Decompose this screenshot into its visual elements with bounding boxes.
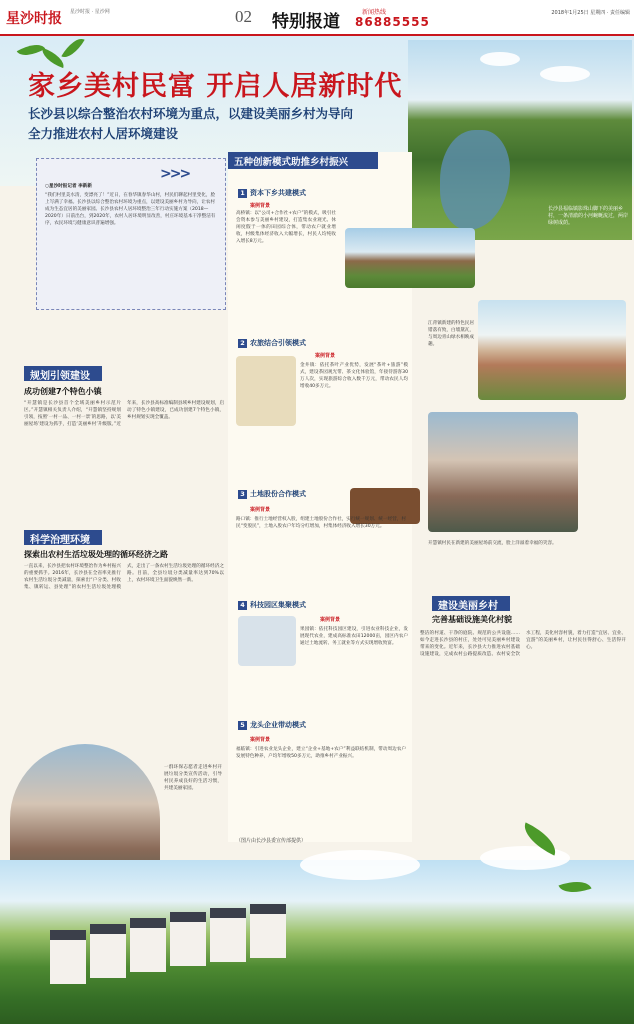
section-text-environment: 一直以来，长沙县把农村环境整治作为乡村振兴的重要抓手。2016年，长沙县在全省率先推行农村生活垃圾分类减量，探索出“户分类、村收集、镇转运、县处理”的农村生活垃圾处理模式，走出了一条农村生活垃圾处理的循环经济之路。目前，全县垃圾分类减量率达到70%以上，农村环境卫生面貌焕然一新。 [24,564,224,590]
cloud-shape [540,66,590,82]
page-section-title: 特别报道 [272,12,340,32]
model-3-text: 路口镇：推行土地经营权入股，组建土地股份合作社，实行统一规划、统一经营，村民“变股民”，土地入股农户年均分红增加，村集体经济收入增长30万元。 [236,517,406,529]
model-2-illustration [236,356,296,426]
villagers-photo-caption: 开慧镇村民在新建的美丽屋场前交流，脸上洋溢着幸福的笑容。 [428,541,557,546]
hotline-label: 新闻热线 [362,9,387,16]
model-1-heading [238,188,306,199]
model-4-text: 果园镇：依托科技园区建设，引进农业科技企业，发展现代农业，建成高标准农田12000亩，园区内农户通过土地流转、务工就业等方式实现增收致富。 [300,627,408,646]
house-shape [210,908,246,962]
model-3-number: 3 [238,490,247,499]
model-4-number: 4 [238,601,247,610]
model-4-illustration [238,616,296,666]
intro-box [36,158,226,310]
model-5-heading [238,720,306,731]
cloud-shape [300,850,420,880]
model-4-tag: 案例背景 [320,617,341,623]
model-5-text: 福临镇：引进农业龙头企业，建立“企业+基地+农户”利益联结机制，带动周边农户发展特色种养，户均年增收50多万元，助推乡村产业振兴。 [236,747,406,759]
section-text-beautiful-village: 整洁的村道、干净的庭院、规范的公共设施……如今走进长沙县的村庄，处处可见美丽乡村建设带来的变化。近年来，长沙县大力推进农村基础设施建设，完成农村公路提质改造、农村安全饮水工程，美化村容村貌，着力打造“宜居、宜业、宜游”的美丽乡村，让村民住得舒心、生活得开心。 [420,631,626,657]
model-4-heading [238,600,306,611]
model-3-heading [238,489,306,500]
section-subtitle-environment: 探索出农村生活垃圾处理的循环经济之路 [24,550,168,559]
river-photo-caption: 长沙县福临镇影珠山脚下的美丽乡村，一条清澈的小河蜿蜒流过，两岸绿树成荫。 [548,206,629,226]
model-2-number: 2 [238,339,247,348]
section-subtitle-beautiful-village: 完善基础设施美化村貌 [432,615,512,624]
model-1-tag: 案例背景 [250,203,271,209]
main-headline: 家乡美村民富 开启人居新时代 [28,71,403,102]
model-1-illustration [345,228,475,288]
model-1-title: 资本下乡共建模式 [250,189,306,197]
model-5-number: 5 [238,721,247,730]
chevron-right-icon: >>> [160,166,190,182]
village-houses [50,900,310,990]
model-3-title: 土地股份合作模式 [250,490,306,498]
model-4-title: 科技园区集聚模式 [250,601,306,609]
house-shape [50,930,86,984]
model-1-text: 高桥镇：以“公司+合作社+农户”的模式，吸引社会资本参与美丽乡村建设，打造集农业观光、休闲度假于一体的田园综合体，带动农户就业增收，村级集体经济收入大幅增长，村民人均纯收入增长8万元。 [236,211,336,244]
model-2-title: 农旅结合引领模式 [250,339,306,347]
hotline-number: 86885555 [355,15,430,29]
photo-credit: （图片由长沙县委宣传部提供） [236,838,307,844]
model-2-text: 金井镇：依托茶叶产业优势，发展“茶叶+旅游”模式，建设茶园观光带、茶文化体验馆，年接待游客30万人次，实现旅游综合收入数千万元，带动农民人均增收40多万元。 [300,363,408,389]
cloud-shape [480,52,520,66]
villagers-photo [428,412,578,532]
section-heading-beautiful-village: 建设美丽乡村 [432,596,510,611]
houses-photo-caption: 江背镇新建的特色民居错落有致，白墙黛瓦，与周边青山绿水相映成趣。 [428,321,474,347]
new-houses-photo [478,300,626,400]
intro-text: “我们村里美水清，变漂亮了！”近日，在春华镇春华山村，村民们聊起村里变化，脸上写满了幸福。长沙县以综合整治农村环境为重点，以建设美丽乡村为导向，让农村成为生态宜居的美丽家园。长沙县农村人居环境整治三年行动实施方案（2018—2020年）日前出台，到2020年，农村人居环境明显改善，村庄环境基本干净整洁有序，农民环境与健康意识普遍增强。 [45,193,216,226]
section-heading-planning: 规划引领建设 [24,366,102,381]
model-2-tag: 案例背景 [315,353,336,359]
model-1-number: 1 [238,189,247,198]
page-number: 02 [235,7,252,26]
model-5-tag: 案例背景 [250,737,271,743]
logo-subtitle: 星沙时报 · 星沙网 [70,9,110,15]
newspaper-logo: 星沙时报 [6,11,62,27]
section-subtitle-planning: 成功创建7个特色小镇 [24,387,102,396]
house-shape [90,924,126,978]
date-line: 2018年1月25日 星期四 · 责任编辑 [551,10,630,16]
five-models-title: 五种创新模式助推乡村振兴 [228,152,378,169]
house-shape [130,918,166,972]
intro-byline: ○星沙时报记者 李新新 [45,184,92,189]
model-2-heading [238,338,306,349]
house-shape [250,904,286,958]
section-heading-environment: 科学治理环境 [24,530,102,545]
cloud-shape [480,846,570,870]
house-shape [170,912,206,966]
volunteers-caption: 一群环保志愿者走进乡村开展垃圾分类宣传活动，引导村民养成良好的生活习惯，共建美丽家园。 [164,765,222,791]
model-3-tag: 案例背景 [250,507,271,513]
subheadline [28,104,448,144]
section-text-planning: “开慧镇是长沙县首个全域美丽乡村示范片区。”开慧镇相关负责人介绍，“开慧镇坚持规划引领，按照‘一村一品、一村一景’的思路，以‘美丽屋场’建设为抓手，打造‘美丽乡村’升级版。”近年来，长沙县高标准编制县域乡村建设规划，启动了特色小镇建设，已成功创建7个特色小镇，乡村规划实现全覆盖。 [24,401,224,427]
subheadline-line-1: 长沙县以综合整治农村环境为重点，以建设美丽乡村为导向 [28,106,354,121]
model-5-title: 龙头企业带动模式 [250,721,306,729]
subheadline-line-2: 全力推进农村人居环境建设 [28,126,179,141]
